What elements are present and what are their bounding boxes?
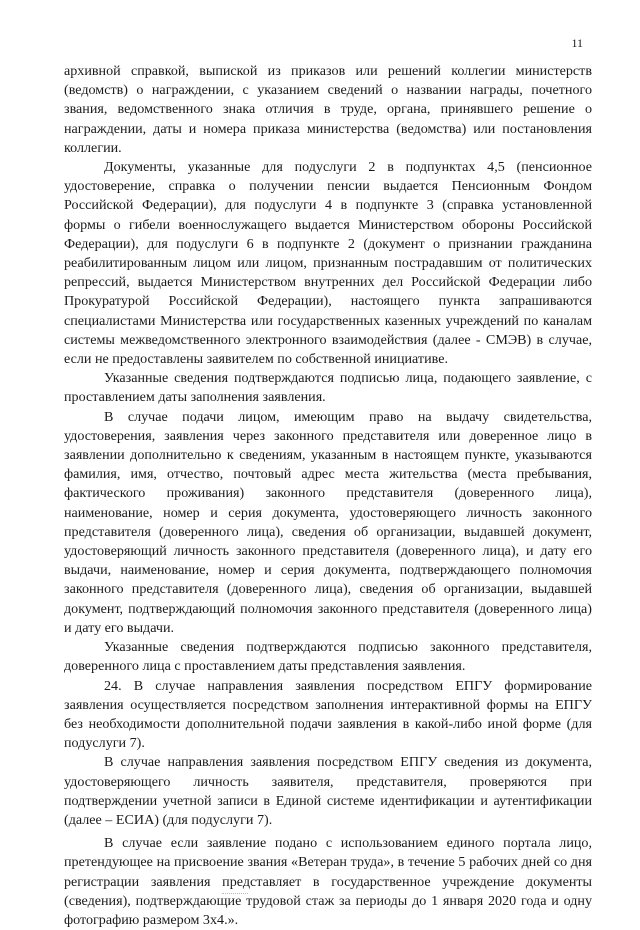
document-body xyxy=(64,62,592,930)
paragraph-award-archive: архивной справкой, выпиской из приказов или решений коллегии министерств (ведомств) о награждении, с указанием сведений о названии награды, почетного звания, ведомственного знака отличия в труде, органа, принявшего решение о награждении, даты и номера приказа министерства (ведомства) или постановления коллегии. xyxy=(64,63,592,156)
page-number: 11 xyxy=(571,36,583,50)
footer-mark xyxy=(222,893,248,898)
paragraph-documents-smev: Документы, указанные для подуслуги 2 в подпунктах 4,5 (пенсионное удостоверение, справка о получении пенсии выдается Пенсионным Фондом Российской Федерации), для подуслуги 4 в подпункте 3 (справка установленной формы о гибели военнослужащего выдается Министерством обороны Российской Федерации), для подуслуги 6 в подпункте 2 (документ о признании гражданина реабилитированным лицом или лицом, признанным пострадавшим от политических репрессий, выдается Министерством внутренних дел Российской Федерации либо Прокуратурой Российской Федерации), настоящего пункта запрашиваются специалистами Министерства или государственных казенных учреждений по каналам системы межведомственного электронного взаимодействия (далее - СМЭВ) в случае, если не предоставлены заявителем по собственной инициативе. xyxy=(64,159,592,368)
paragraph-item-24-epgu: 24. В случае направления заявления посредством ЕПГУ формирование заявления осуществляется посредством заполнения интерактивной формы на ЕПГУ без необходимости дополнительной подачи заявления в какой-либо иной форме (для подуслуги 7). xyxy=(64,677,592,752)
paragraph-signature-representative: Указанные сведения подтверждаются подписью законного представителя, доверенного лица с проставлением даты представления заявления. xyxy=(64,639,592,675)
paragraph-signature-applicant: Указанные сведения подтверждаются подписью лица, подающего заявление, с проставлением даты заполнения заявления. xyxy=(64,370,592,406)
paragraph-esia-verification: В случае направления заявления посредством ЕПГУ сведения из документа, удостоверяющего личность заявителя, представителя, проверяются при подтверждении учетной записи в Единой системе идентификации и аутентификации (далее – ЕСИА) (для подуслуги 7). xyxy=(64,754,592,828)
paragraph-veteran-of-labor: В случае если заявление подано с использованием единого портала лицо, претендующее на присвоение звания «Ветеран труда», в течение 5 рабочих дней со дня регистрации заявления представляет в государственное учреждение документы (сведения), подтверждающие трудовой стаж за периоды до 1 января 2020 года и одну фотографию размером 3х4.». xyxy=(64,835,592,928)
paragraph-representative-details: В случае подачи лицом, имеющим право на выдачу свидетельства, удостоверения, заявления через законного представителя или доверенное лицо в заявлении дополнительно к сведениям, указанным в настоящем пункте, указываются фамилия, имя, отчество, почтовый адрес места жительства (места пребывания, фактического проживания) законного представителя (доверенного лица), наименование, номер и серия документа, удостоверяющего личность законного представителя (доверенного лица), сведения об организации, выдавшей документ, удостоверяющий личность законного представителя (доверенного лица), и дату его выдачи, наименование, номер и серия документа, подтверждающего полномочия законного представителя (доверенного лица), сведения об организации, выдавшей документ, подтверждающий полномочия законного представителя (доверенного лица) и дату его выдачи. xyxy=(64,408,592,636)
